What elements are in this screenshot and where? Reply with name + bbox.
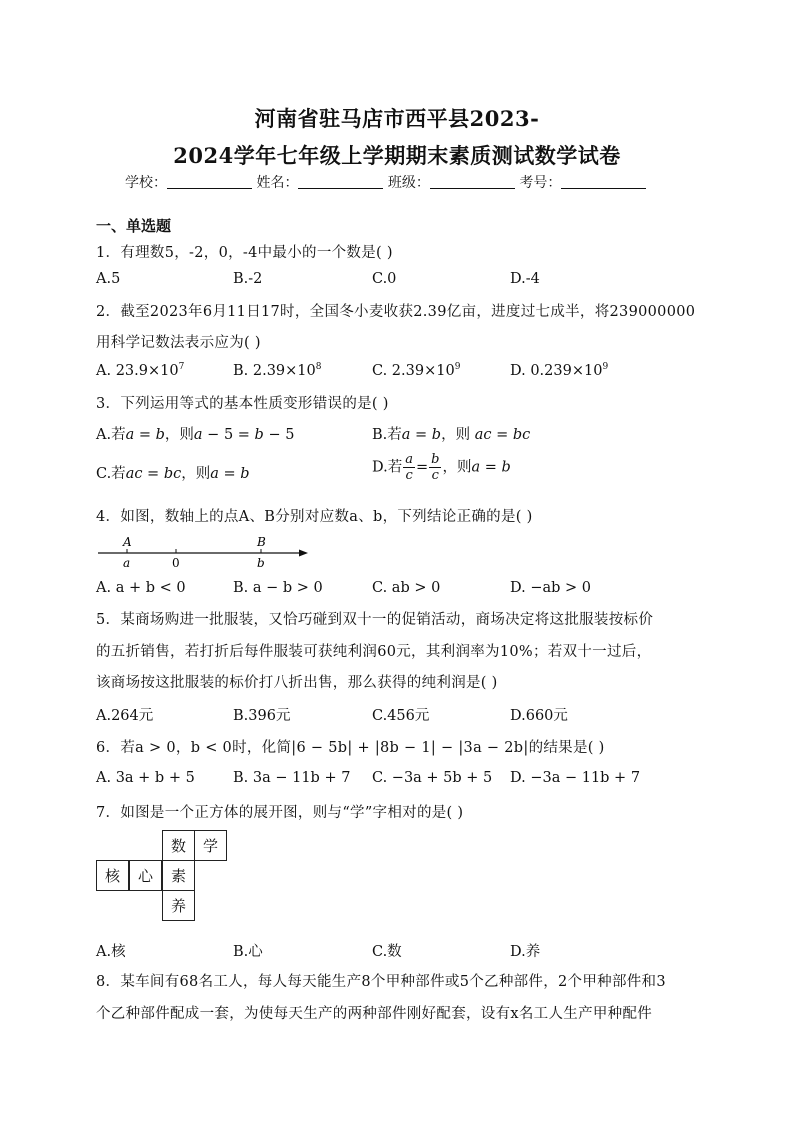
- name-label: 姓名：: [256, 175, 299, 191]
- fraction-b-over-c: $\frac{b}{c}$: [431, 452, 440, 483]
- q7-option-b: B.心: [233, 944, 263, 960]
- point-b-label: B: [257, 536, 266, 549]
- q6-option-c: C. −3a + 5b + 5: [372, 770, 493, 786]
- net-cell-shu: 数: [162, 830, 195, 861]
- q1-option-b: B.-2: [233, 271, 263, 287]
- school-label: 学校：: [125, 175, 167, 191]
- net-cell-su: 素: [162, 860, 195, 891]
- name-field[interactable]: [298, 174, 383, 189]
- q7-option-c: C.数: [372, 944, 402, 960]
- q7-stem: 7．如图是一个正方体的展开图，则与“学”字相对的是( ): [96, 805, 464, 821]
- q3-stem: 3．下列运用等式的基本性质变形错误的是( ): [96, 396, 389, 412]
- q6-option-a: A. 3a + b + 5: [96, 770, 195, 786]
- section-heading: 一、单选题: [96, 217, 172, 235]
- q1-option-d: D.-4: [510, 271, 540, 287]
- student-info-line: [125, 172, 646, 192]
- class-label: 班级：: [387, 175, 430, 191]
- q5-stem-line3: 该商场按这批服装的标价打八折出售，那么获得的纯利润是( ): [96, 675, 498, 691]
- q7-option-d: D.养: [510, 944, 541, 960]
- q4-option-a: A. a + b < 0: [96, 580, 186, 596]
- number-line-figure: [96, 536, 308, 572]
- q8-stem-line2: 个乙种部件配成一套，为使每天生产的两种部件刚好配套，设有x名工人生产甲种配件: [96, 1006, 653, 1022]
- q1-option-a: A.5: [96, 271, 121, 287]
- q7-option-a: A.核: [96, 944, 126, 960]
- point-a-label: A: [123, 536, 132, 549]
- exam-title-line2: 2024学年七年级上学期期末素质测试数学试卷: [173, 143, 621, 168]
- q2-option-b: B. $2.39\times 10^8$: [233, 362, 322, 379]
- q1-option-c: C.0: [372, 271, 397, 287]
- q2-stem-line1: 2．截至2023年6月11日17时，全国冬小麦收获2.39亿亩，进度过七成半，将239000000: [96, 304, 696, 320]
- net-cell-he: 核: [96, 860, 129, 891]
- q2-stem-line2: 用科学记数法表示应为( ): [96, 335, 261, 351]
- q5-option-d: D.660元: [510, 708, 568, 724]
- q3-option-a: A.若a = b，则a − 5 = b − 5: [96, 427, 295, 443]
- q1-stem: 1．有理数5，-2，0，-4中最小的一个数是( ): [96, 245, 393, 261]
- net-cell-xin: 心: [129, 860, 162, 891]
- q2-option-c: C. $2.39\times 10^9$: [372, 362, 461, 379]
- q4-option-d: D. −ab > 0: [510, 580, 591, 596]
- number-line-arrow-icon: [299, 550, 308, 557]
- q5-option-b: B.396元: [233, 708, 291, 724]
- class-field[interactable]: [430, 174, 515, 189]
- q6-stem: 6．若a > 0，b < 0时，化简|6 − 5b| + |8b − 1| − |3a − 2b|的结果是( ): [96, 740, 605, 756]
- zero-label: 0: [172, 556, 180, 570]
- exam-no-field[interactable]: [561, 174, 646, 189]
- q2-option-a: A. $23.9\times 10^7$: [96, 362, 185, 379]
- q3-option-c: C.若ac = bc，则a = b: [96, 466, 250, 482]
- value-b-label: b: [257, 556, 265, 570]
- exam-title-line1: 河南省驻马店市西平县2023-: [254, 106, 540, 131]
- net-cell-yang: 养: [162, 890, 195, 921]
- q8-stem-line1: 8．某车间有68名工人，每人每天能生产8个甲种部件或5个乙种部件，2个甲种部件和3: [96, 974, 666, 990]
- q5-option-a: A.264元: [96, 708, 154, 724]
- q3-option-b: B.若a = b，则 ac = bc: [372, 427, 531, 443]
- school-field[interactable]: [167, 174, 252, 189]
- q5-stem-line2: 的五折销售，若打折后每件服装可获纯利润60元，其利润率为10%；若双十一过后，: [96, 644, 652, 660]
- q6-option-b: B. 3a − 11b + 7: [233, 770, 351, 786]
- q2-option-d: D. $0.239\times 10^9$: [510, 362, 609, 379]
- net-cell-xue: 学: [194, 830, 227, 861]
- value-a-label: a: [123, 556, 131, 570]
- exam-no-label: 考号：: [519, 175, 562, 191]
- q6-option-d: D. −3a − 11b + 7: [510, 770, 641, 786]
- q4-option-c: C. ab > 0: [372, 580, 441, 596]
- q5-stem-line1: 5．某商场购进一批服装，又恰巧碰到双十一的促销活动，商场决定将这批服装按标价: [96, 612, 654, 628]
- q5-option-c: C.456元: [372, 708, 430, 724]
- q4-stem: 4．如图，数轴上的点A、B分别对应数a、b，下列结论正确的是( ): [96, 509, 533, 525]
- cube-net-figure: [96, 830, 236, 930]
- q3-option-d: D.若 $\frac{a}{c}$ = $\frac{b}{c}$ ，则a = b: [372, 452, 511, 483]
- fraction-a-over-c: $\frac{a}{c}$: [405, 452, 413, 483]
- q4-option-b: B. a − b > 0: [233, 580, 323, 596]
